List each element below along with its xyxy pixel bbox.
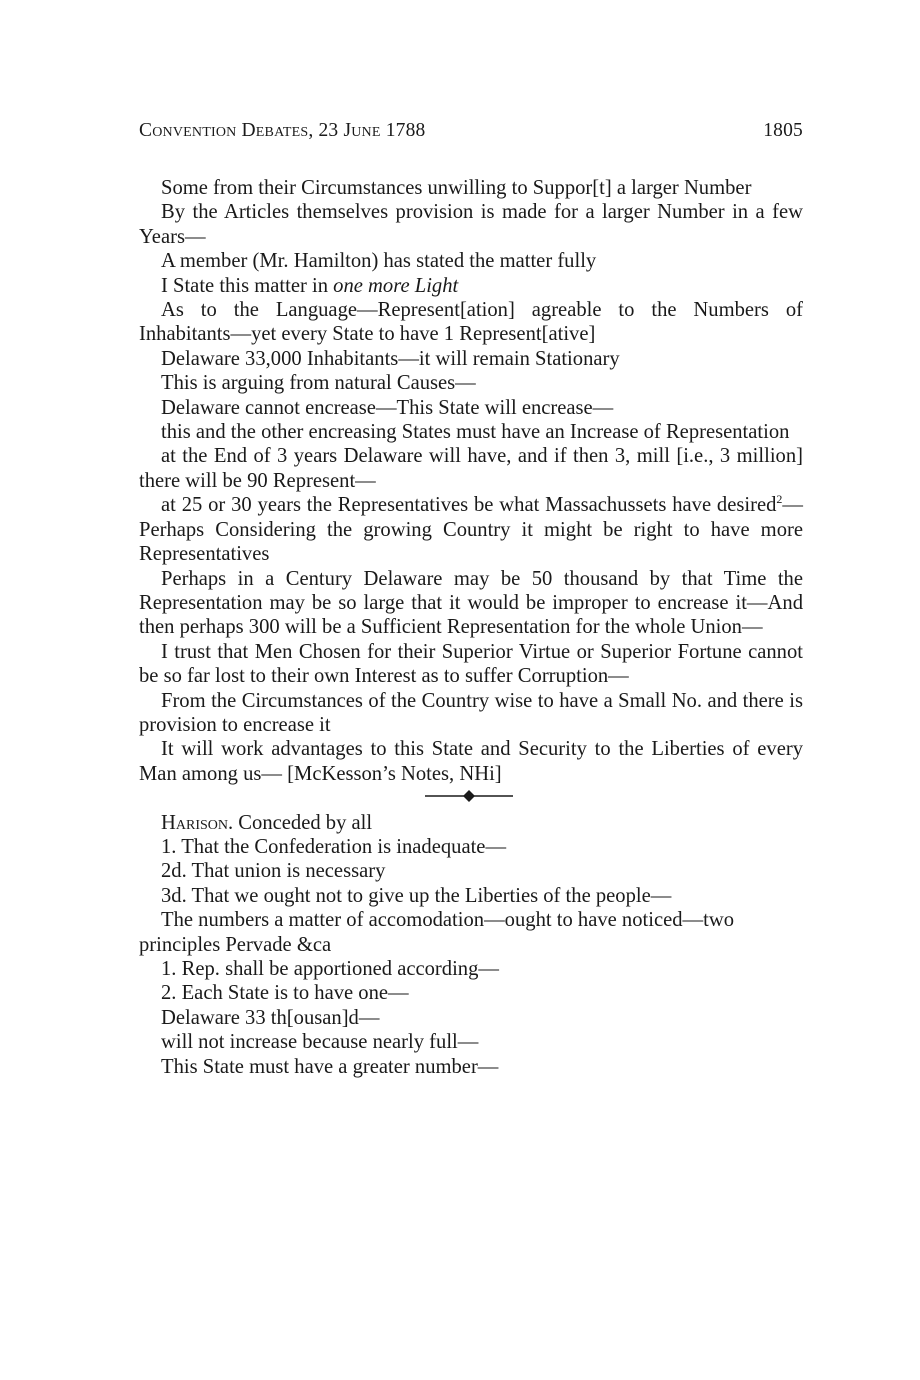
running-head-title: Convention Debates, 23 June 1788 <box>139 120 426 141</box>
paragraph: The numbers a matter of accomodation—ought to have noticed—two principles Pervade &ca <box>139 909 735 956</box>
paragraph: This State must have a greater number— <box>161 1055 499 1078</box>
paragraph: 2. Each State is to have one— <box>161 982 409 1005</box>
paragraph: This is arguing from natural Causes— <box>161 372 476 395</box>
paragraph: Delaware 33,000 Inhabitants—it will remain Stationary <box>161 347 620 370</box>
paragraph: will not increase because nearly full— <box>161 1031 479 1054</box>
document-page <box>139 120 803 1079</box>
paragraph: From the Circumstances of the Country wise to have a Small No. and there is provision to encrease it <box>139 689 803 736</box>
paragraph: Delaware cannot encrease—This State will encrease— <box>161 396 614 419</box>
paragraph-text: —Perhaps Considering the growing Country it might be right to have more Representatives <box>139 494 803 566</box>
paragraph: Delaware 33 th[ousan]d— <box>161 1006 380 1029</box>
paragraph: 1. Rep. shall be apportioned according— <box>161 957 499 980</box>
paragraph-text: . Conceded by all <box>228 811 373 834</box>
paragraph: It will work advantages to this State and Security to the Liberties of every Man among us— [McKesson’s Notes, NHi] <box>139 738 803 785</box>
paragraph: A member (Mr. Hamilton) has stated the matter fully <box>161 250 597 273</box>
paragraph: at the End of 3 years Delaware will have, and if then 3, mill [i.e., 3 million] there will be 90 Represent— <box>139 445 803 492</box>
paragraph: 3d. That we ought not to give up the Liberties of the people— <box>161 884 672 907</box>
paragraph: Some from their Circumstances unwilling to Suppor[t] a larger Number <box>161 177 752 199</box>
paragraph <box>139 493 803 566</box>
paragraph-text: at 25 or 30 years the Representatives be what Massachussets have desired <box>161 494 777 517</box>
page-number: 1805 <box>763 120 803 141</box>
paragraph <box>139 274 803 298</box>
paragraph: As to the Language—Represent[ation] agreable to the Numbers of Inhabitants—yet every State to have 1 Represent[ative] <box>139 299 803 346</box>
paragraph: I trust that Men Chosen for their Superior Virtue or Superior Fortune cannot be so far lost to their own Interest as to suffer Corruption— <box>139 640 803 688</box>
paragraph: 1. That the Confederation is inadequate— <box>161 835 507 858</box>
paragraph: By the Articles themselves provision is made for a larger Number in a few Years— <box>139 201 803 248</box>
speaker-paragraph <box>139 811 803 835</box>
paragraph: 2d. That union is necessary <box>161 860 386 883</box>
paragraph: this and the other encreasing States must have an Increase of Representation <box>161 421 790 444</box>
italic-phrase: one more Light <box>333 274 459 297</box>
footnote-marker: 2 <box>776 492 783 507</box>
body-text <box>139 176 803 1079</box>
running-head <box>139 120 803 150</box>
speaker-name: Harison <box>161 811 228 834</box>
paragraph-text: I State this matter in <box>161 274 334 297</box>
section-divider-ornament <box>139 786 803 810</box>
paragraph: Perhaps in a Century Delaware may be 50 thousand by that Time the Representation may be so large that it would be improper to encrease it—And then perhaps 300 will be a Sufficient Representation for the whole Union— <box>139 567 803 639</box>
